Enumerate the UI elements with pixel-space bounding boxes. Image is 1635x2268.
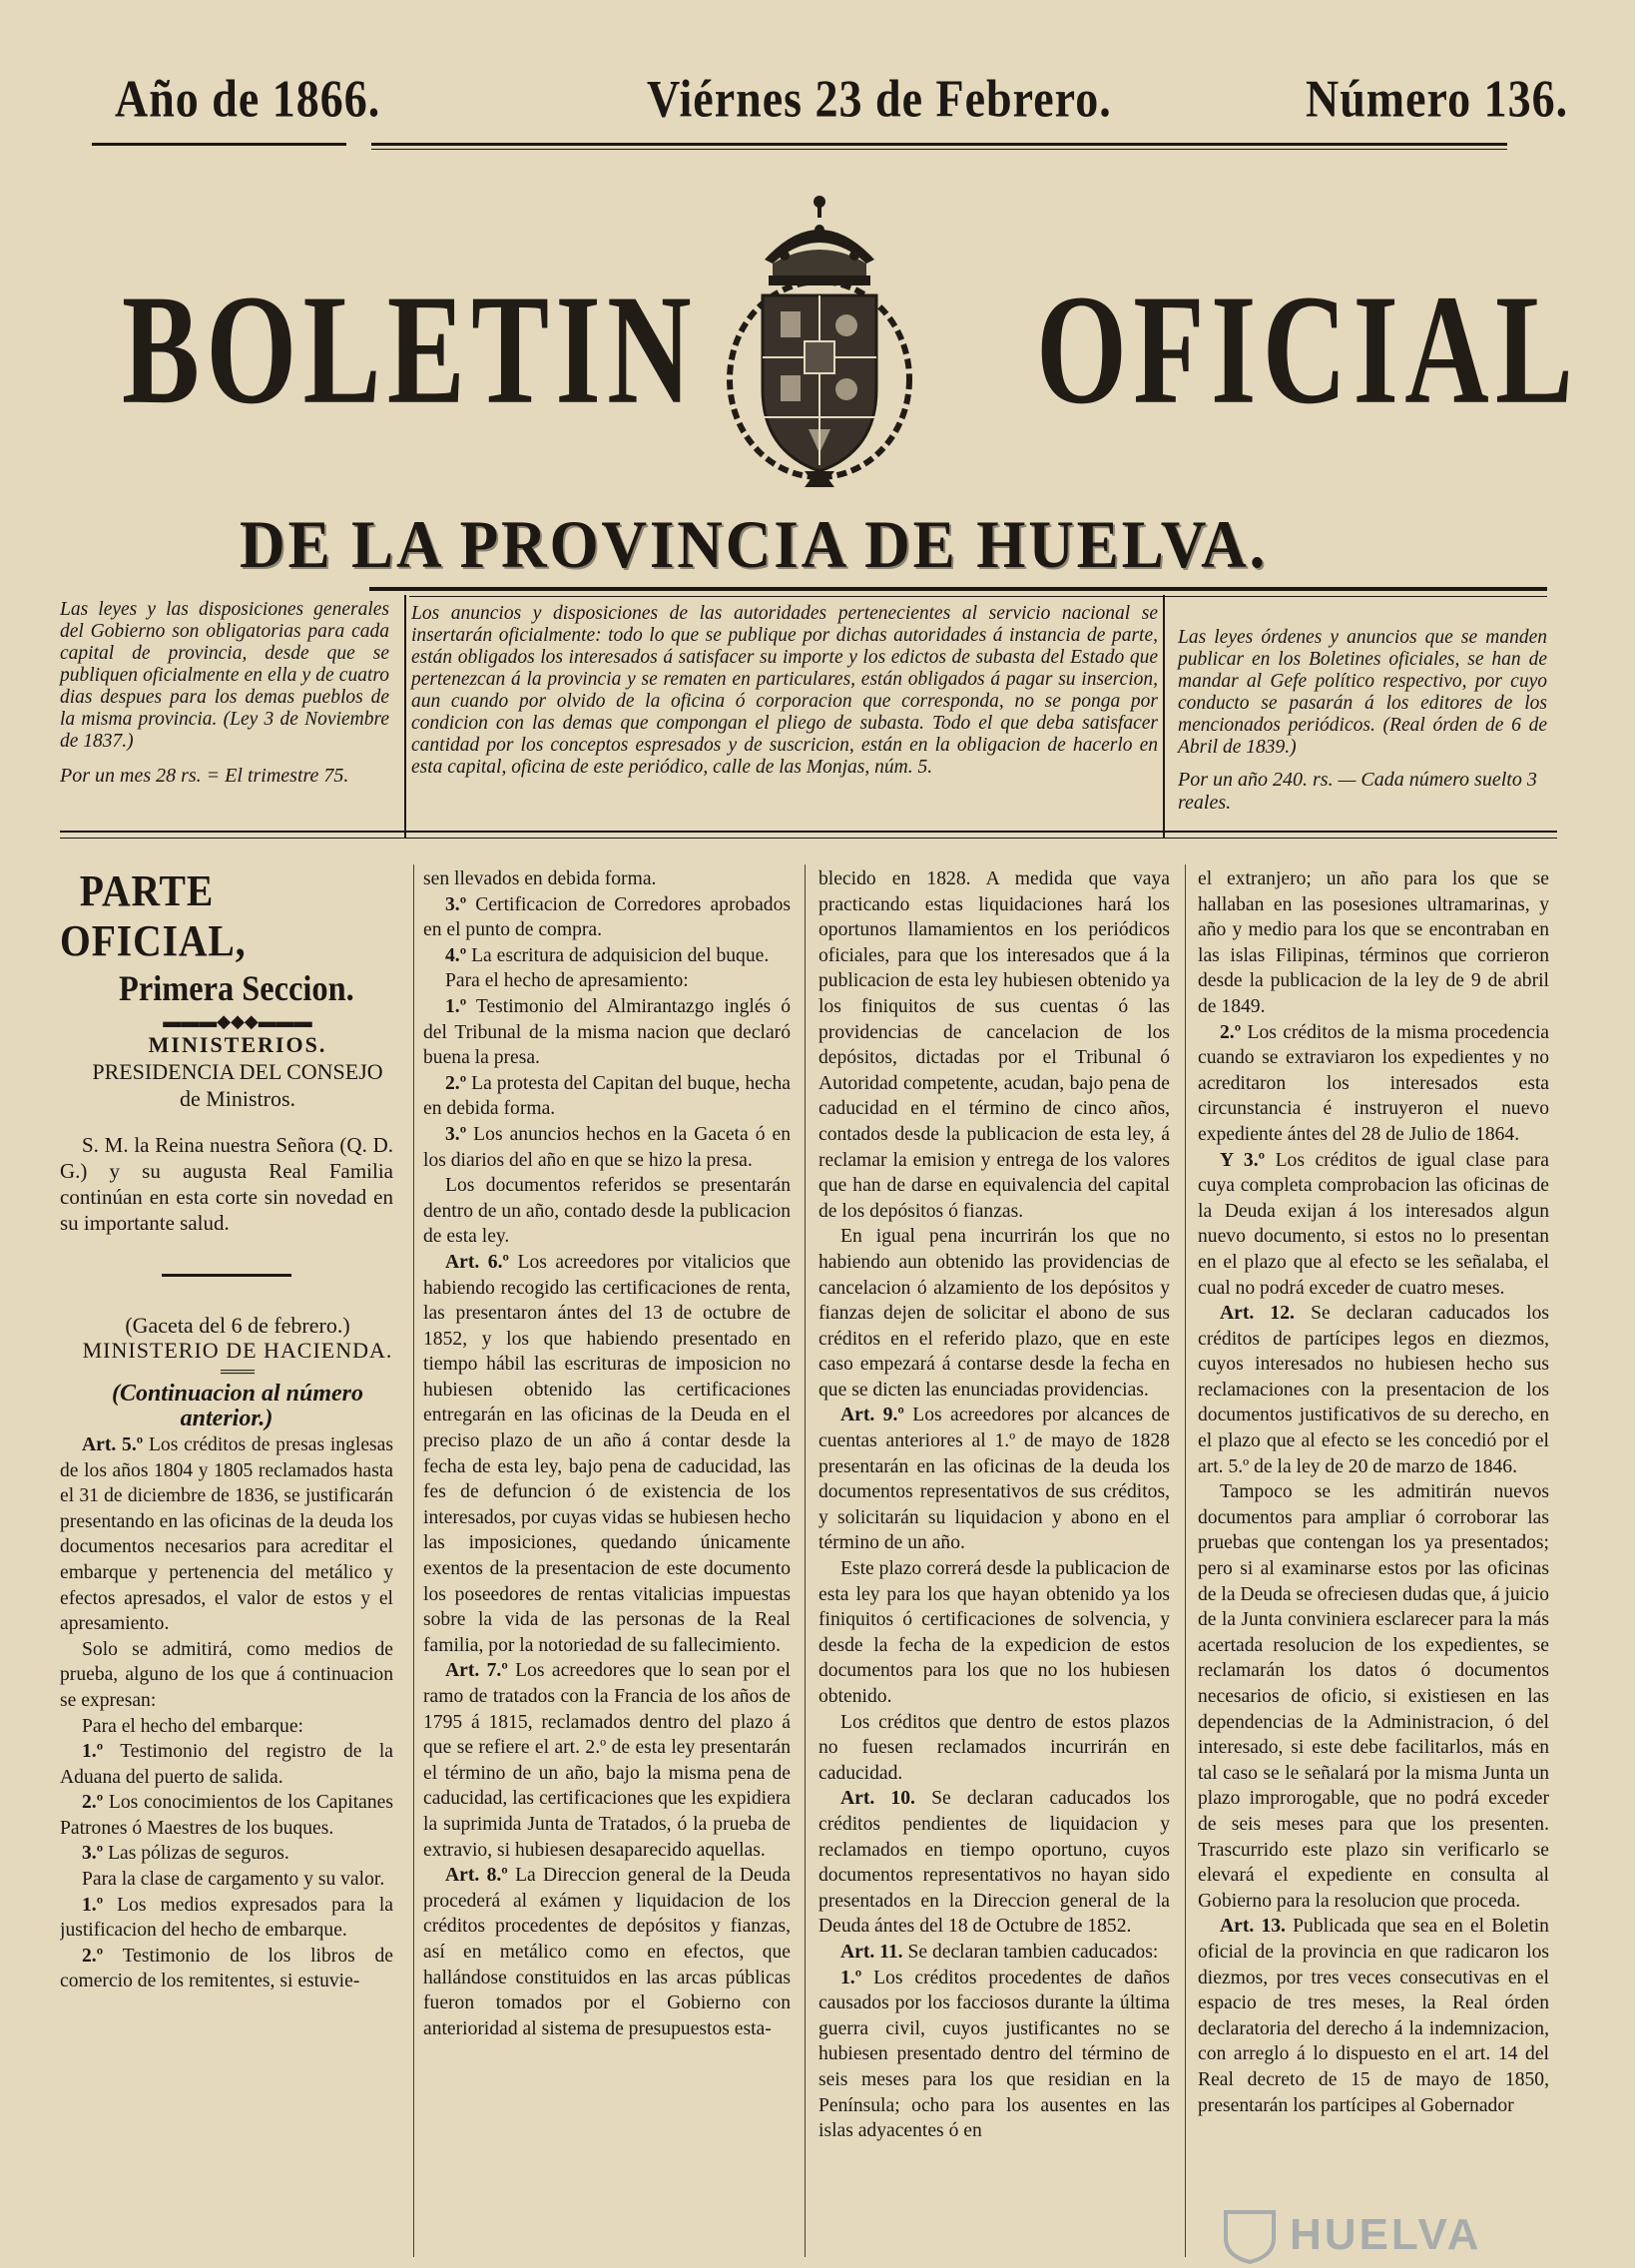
paragraph-text: Certificacion de Corredores aprobados en el punto de compra. <box>423 893 791 941</box>
paragraph <box>423 968 791 994</box>
info-divider-right <box>1163 595 1165 839</box>
section-primera-seccion: Primera Seccion. <box>119 968 354 1008</box>
section-rule <box>162 1274 291 1277</box>
paragraph <box>60 1893 393 1944</box>
paragraph <box>423 1173 791 1250</box>
archive-watermark <box>1220 2208 1549 2264</box>
ornament-divider: ▬▬▬◆◆◆▬▬▬ <box>163 1011 312 1031</box>
article-lead: 1.º <box>82 1894 104 1916</box>
column-divider-1 <box>413 864 414 2257</box>
article-lead: Art. 6.º <box>445 1251 509 1273</box>
paragraph <box>60 1790 393 1841</box>
masthead-subtitle: DE LA PROVINCIA DE HUELVA. <box>240 506 1269 582</box>
paragraph-text: En igual pena incurrirán los que no habiendo aun obtenido las providencias de cancelacion ó alzamiento de los depósitos y fianzas dejen de solicitar el abono de sus créditos en el referido plazo, que en este caso empezará á contarse desde la fecha en que se dicten las enunciadas providencias. <box>818 1226 1170 1401</box>
article-lead: Art. 8.º <box>445 1865 508 1887</box>
column-2-paragraphs <box>423 866 791 2041</box>
paragraph-text: Los créditos de igual clase para cuya completa comprobacion las oficinas de la Deuda exijan á los interesados algun nuevo documento, si estos no lo presentan en el plazo que al efecto se les señalaba, el cual no podrá exceder de cuatro meses. <box>1198 1149 1549 1299</box>
paragraph-text: Los acreedores por alcances de cuentas anteriores al 1.º de mayo de 1828 presentarán en las oficinas de la deuda los documentos representativos de sus créditos, y solicitarán su liquidacion y abono en el término de un año. <box>818 1405 1170 1554</box>
paragraph <box>423 994 791 1071</box>
paragraph <box>423 943 791 969</box>
header-rule-thin <box>371 149 1507 150</box>
column-divider-3 <box>1185 864 1186 2257</box>
paragraph-text: Para la clase de cargamento y su valor. <box>82 1869 385 1891</box>
paragraph-text: Los acreedores que lo sean por el ramo de tratados con la Francia de los años de 1795 á 1815, reclamados dentro del plazo á que se refiere el art. 2.º de esta ley presentarán el término de un año, bajo la misma pena de caducidad, las certificaciones que les expidiera la suprimida Junta de Tratados, ó la prueba de extravio, si hubiesen desaparecido aquellas. <box>423 1660 791 1861</box>
paragraph-text: Testimonio del registro de la Aduana del puerto de salida. <box>60 1741 393 1788</box>
paragraph <box>1198 1301 1549 1479</box>
article-lead: 2.º <box>1220 1021 1242 1043</box>
paragraph <box>818 866 1170 1224</box>
header-rule-right <box>371 143 1507 146</box>
paragraph <box>423 892 791 943</box>
ministerio-hacienda-heading: MINISTERIO DE HACIENDA. <box>82 1338 393 1364</box>
paragraph-text: el extranjero; un año para los que se hallaban en las posesiones ultramarinas, y año y medio para los que se encontraban en las islas Filipinas, términos que corrieron desde la publicacion de la ley de 9 de abril de 1849. <box>1198 868 1549 1017</box>
section-parte-oficial: PARTE OFICIAL, <box>60 866 247 965</box>
info-right-text: Las leyes órdenes y anuncios que se manden publicar en los Boletines oficiales, se han de mandar al Gefe político respectivo, por cuyo conducto se pasarán á los editores de los mencionados periódicos. (Real órden de 6 de Abril de 1839.) <box>1178 627 1547 758</box>
paragraph <box>1198 1914 1549 2118</box>
article-lead: Art. 13. <box>1220 1916 1286 1938</box>
paragraph-text: Tampoco se les admitirán nuevos documentos para ampliar ó corroborar las pruebas que contengan los ya presentados; pero si al examinarse estos por las oficinas de la Deuda se ofreciesen dudas que, á juicio de la Junta conviniera esclarecer para la más acertada resolucion de los expedientes, se reclamarán los datos ó documentos necesarios de oficio, si existiesen en las dependencias de la Administracion, ó del interesado, si este debe facilitarlos, más en tal caso se le señalará por la misma Junta un plazo improrogable, que no podrá exceder de seis meses para que los presenten. Trascurrido este plazo sin verificarlo se elevará el expediente en consulta al Gobierno para la resolucion que proceda. <box>1198 1481 1549 1912</box>
paragraph <box>423 866 791 892</box>
column-4 <box>1198 866 1549 2259</box>
column-2 <box>423 866 791 2259</box>
paragraph <box>818 1940 1170 1966</box>
paragraph-text: Los anuncios hechos en la Gaceta ó en los diarios del año en que se hizo la presa. <box>423 1123 791 1171</box>
paragraph-text: La protesta del Capitan del buque, hecha en debida forma. <box>423 1072 791 1120</box>
paragraph-text: Los créditos de la misma procedencia cuando se extraviaron los expedientes y no acreditaron los interesados esta circunstancia é instruyeron el nuevo expediente ántes del 28 de Julio de 1864. <box>1198 1021 1549 1145</box>
paragraph <box>423 1863 791 2041</box>
info-bottom-rule <box>60 831 1557 833</box>
royal-coat-of-arms <box>725 190 914 489</box>
article-lead: 2.º <box>82 1792 104 1814</box>
column-divider-2 <box>805 864 806 2257</box>
continuacion-note: (Continuacion al número anterior.) <box>111 1380 364 1432</box>
column-3-paragraphs <box>818 866 1170 2144</box>
paragraph-text: Los conocimientos de los Capitanes Patrones ó Maestres de los buques. <box>60 1792 393 1839</box>
paragraph <box>423 1071 791 1122</box>
masthead-boletin: BOLETIN <box>122 263 698 437</box>
paragraph-text: Testimonio del Almirantazgo inglés ó del Tribunal de la misma nacion que declaró buena la presa. <box>423 995 791 1069</box>
watermark-label: HUELVA <box>1290 2210 1482 2259</box>
paragraph-text: Solo se admitirá, como medios de prueba, alguno de los que á continuacion se expresan: <box>60 1638 393 1711</box>
gaceta-source: (Gaceta del 6 de febrero.) <box>125 1312 350 1338</box>
column-3 <box>818 866 1170 2259</box>
paragraph-text: Testimonio de los libros de comercio de los remitentes, si estuvie- <box>60 1945 393 1992</box>
issue-date: Viérnes 23 de Febrero. <box>647 69 1112 128</box>
article-lead: Art. 7.º <box>445 1660 508 1682</box>
paragraph <box>818 1710 1170 1787</box>
article-lead: 2.º <box>445 1072 467 1094</box>
paragraph-text: Los créditos que dentro de estos plazos no fuesen reclamados incurrirán en caducidad. <box>818 1711 1170 1784</box>
paragraph <box>1198 1479 1549 1914</box>
info-divider-left <box>404 595 406 839</box>
ministerios-heading: MINISTERIOS. <box>148 1032 327 1057</box>
article-lead: Art. 9.º <box>840 1405 904 1426</box>
paragraph <box>818 1224 1170 1403</box>
paragraph-text: Se declaran caducados los créditos pendientes de liquidacion y reclamados en tiempo oportuno, cuyos documentos representativos no hayan sido presentados en la Direccion general de la Deuda ántes del 18 de Octubre de 1852. <box>818 1788 1170 1938</box>
info-right <box>1178 627 1547 815</box>
paragraph-text: blecido en 1828. A medida que vaya practicando estas liquidaciones hará los oportunos llamamientos en los periódicos oficiales, para que los interesados que á la publicacion de esta ley hubiesen obtenido ya los finiquitos de sus cuentas ó las providencias de cancelacion de los depósitos, dictadas por el Tribunal ó Autoridad competente, acudan, bajo pena de caducidad en el término de cinco años, contados desde la publicacion de esta ley, á reclamar la emision y entrega de los valores que han de darse en equivalencia del capital de los depósitos ó fianzas. <box>818 868 1170 1222</box>
paragraph <box>818 1556 1170 1710</box>
paragraph <box>60 1739 393 1790</box>
paragraph <box>818 1403 1170 1556</box>
info-left-text: Las leyes y las disposiciones generales del Gobierno son obligatorias para cada capital de provincia, desde que se publiquen oficialmente en ella y de cuatro dias despues para los demas pueblos de la misma provincia. (Ley 3 de Noviembre de 1837.) <box>60 599 389 752</box>
info-right-price: Por un año 240. rs. — Cada número suelto 3 reales. <box>1178 769 1537 814</box>
article-lead: 2.º <box>82 1945 104 1967</box>
article-lead: 3.º <box>445 893 467 915</box>
article-lead: 1.º <box>840 1967 862 1988</box>
paragraph-text: La Direccion general de la Deuda procederá al exámen y liquidacion de los créditos procedentes de depósitos y fianzas, así en metálico como en efectos, que hallándose constituidos en las arcas públicas fueron tomados por el Gobierno con anterioridad al sistema de presupuestos esta- <box>423 1865 791 2039</box>
paragraph-text: Para el hecho del embarque: <box>82 1715 303 1737</box>
article-lead: 3.º <box>445 1123 467 1145</box>
issue-number: Número 136. <box>1306 69 1569 128</box>
header-rule-left <box>92 143 346 146</box>
paragraph <box>423 1250 791 1659</box>
paragraph-text: Los créditos de presas inglesas de los años 1804 y 1805 reclamados hasta el 31 de diciembre de 1836, se justificarán presentando en las oficinas de la deuda los documentos necesarios para acreditar el embarque y pertenencia del metálico y efectos apresados, el valor de estos y el apresamiento. <box>60 1433 393 1635</box>
paragraph <box>60 1714 393 1740</box>
article-lead: Art. 12. <box>1220 1303 1295 1325</box>
paragraph-text: Para el hecho de apresamiento: <box>445 970 689 992</box>
paragraph-text: Los acreedores por vitalicios que habiendo recogido las certificaciones de renta, las presentaron ántes del 13 de octubre de 1852, y los que habiendo presentado en tiempo hábil las escrituras de imposicion no hubiesen obtenido las certificaciones entregarán en las oficinas de la Deuda en el preciso plazo de un año á contar desde la fecha de esta ley, bajo pena de caducidad, las fes de defuncion ó de existencia de los interesados, por cuyas vidas se hubiesen hecho las imposiciones, quedando únicamente exentos de la presentacion de este documento los poseedores de rentas vitalicias impuestas sobre la vida de las personas de la Real familia, por la notoriedad de su fallecimiento. <box>423 1251 791 1656</box>
info-top-rule <box>369 587 1547 591</box>
paragraph <box>423 1658 791 1863</box>
article-lead: 1.º <box>82 1741 104 1763</box>
column-1-paragraphs <box>60 1432 393 1994</box>
paragraph <box>1198 1148 1549 1302</box>
presidencia-heading: PRESIDENCIA DEL CONSEJO <box>92 1058 383 1084</box>
paragraph-text: Se declaran tambien caducados: <box>902 1941 1159 1963</box>
info-left-price: Por un mes 28 rs. = El trimestre 75. <box>60 765 349 787</box>
column-4-paragraphs <box>1198 866 1549 2118</box>
royal-health-notice: S. M. la Reina nuestra Señora (Q. D. G.) y su augusta Real Familia continúan en esta corte sin novedad en su importante salud. <box>60 1132 393 1235</box>
watermark-shield-icon <box>1220 2208 1280 2264</box>
paragraph <box>60 1432 393 1637</box>
paragraph <box>60 1841 393 1867</box>
masthead-oficial: OFICIAL <box>1036 263 1580 437</box>
paragraph <box>1198 866 1549 1020</box>
article-lead: Art. 5.º <box>82 1433 144 1455</box>
ministros-heading: de Ministros. <box>179 1085 296 1111</box>
article-lead: 1.º <box>445 995 467 1017</box>
article-lead: 4.º <box>445 944 467 966</box>
double-rule: ═══ <box>220 1363 255 1381</box>
article-lead: 3.º <box>82 1843 104 1865</box>
paragraph <box>60 1867 393 1893</box>
paragraph-text: Este plazo correrá desde la publicacion de esta ley para los que hayan obtenido ya los finiquitos ó certificaciones de solvencia, y desde la fecha de la expedicion de estos documentos para los que no los hubiesen obtenido. <box>818 1558 1170 1707</box>
column-1 <box>60 866 393 2259</box>
paragraph-text: Publicada que sea en el Boletin oficial de la provincia en que radicaron los diezmos, por tres veces consecutivas en el espacio de tres meses, la Real órden declaratoria del derecho á la indemnizacion, con arreglo á lo dispuesto en el art. 14 del Real decreto de 15 de mayo de 1850, presentarán los partícipes al Gobernador <box>1198 1916 1549 2116</box>
paragraph-text: sen llevados en debida forma. <box>423 868 657 889</box>
paragraph-text: Los medios expresados para la justificacion del hecho de embarque. <box>60 1894 393 1942</box>
paragraph <box>818 1786 1170 1940</box>
paragraph <box>423 1122 791 1173</box>
paragraph-text: La escritura de adquisicion del buque. <box>466 944 770 966</box>
info-center <box>411 603 1158 779</box>
article-lead: Art. 10. <box>840 1788 915 1810</box>
paragraph-text: Los créditos procedentes de daños causados por los facciosos durante la última guerra civil, cuyos justificantes no se hubiesen presentado dentro del término de seis meses para los que residian en la Península; ocho para los ausentes en las islas adyacentes ó en <box>818 1967 1170 2142</box>
paragraph <box>1198 1020 1549 1148</box>
info-center-text: Los anuncios y disposiciones de las autoridades pertenecientes al servicio nacional se insertarán oficialmente: todo lo que se publique por dichas autoridades á instancia de parte, están obligados los interesados á satisfacer su importe y los edictos de subasta del Estado que pertenezcan á la provincia y se rematen en particulares, están obligados á pagar su insercion, aun cuando por olvido de la oficina ó corporacion que corresponda, no se ponga por condicion con las demas que compongan el pliego de subasta. Todo el que deba satisfacer cantidad por los conceptos espresados y de suscricion, están en la obligacion de hacerlo en esta capital, oficina de este periódico, calle de las Monjas, núm. 5. <box>411 603 1158 778</box>
paragraph-text: Las pólizas de seguros. <box>103 1843 289 1865</box>
article-lead: Art. 11. <box>840 1941 903 1963</box>
paragraph-text: Los documentos referidos se presentarán dentro de un año, contado desde la publicacion de esta ley. <box>423 1175 791 1248</box>
paragraph <box>818 1966 1170 2144</box>
info-top-rule-thin <box>409 596 1547 597</box>
info-bottom-rule-thin <box>60 838 1557 839</box>
article-lead: Y 3.º <box>1220 1149 1266 1171</box>
paragraph-text: Se declaran caducados los créditos de partícipes legos en diezmos, cuyos interesados no hubiesen hecho sus reclamaciones con la presentacion de los documentos justificativos de su derecho, en el plazo que al efecto se les concedió por el art. 5.º de la ley de 20 de marzo de 1846. <box>1198 1303 1549 1477</box>
paragraph <box>60 1944 393 1994</box>
paragraph <box>60 1637 393 1714</box>
issue-year: Año de 1866. <box>115 69 381 128</box>
info-left <box>60 599 389 788</box>
